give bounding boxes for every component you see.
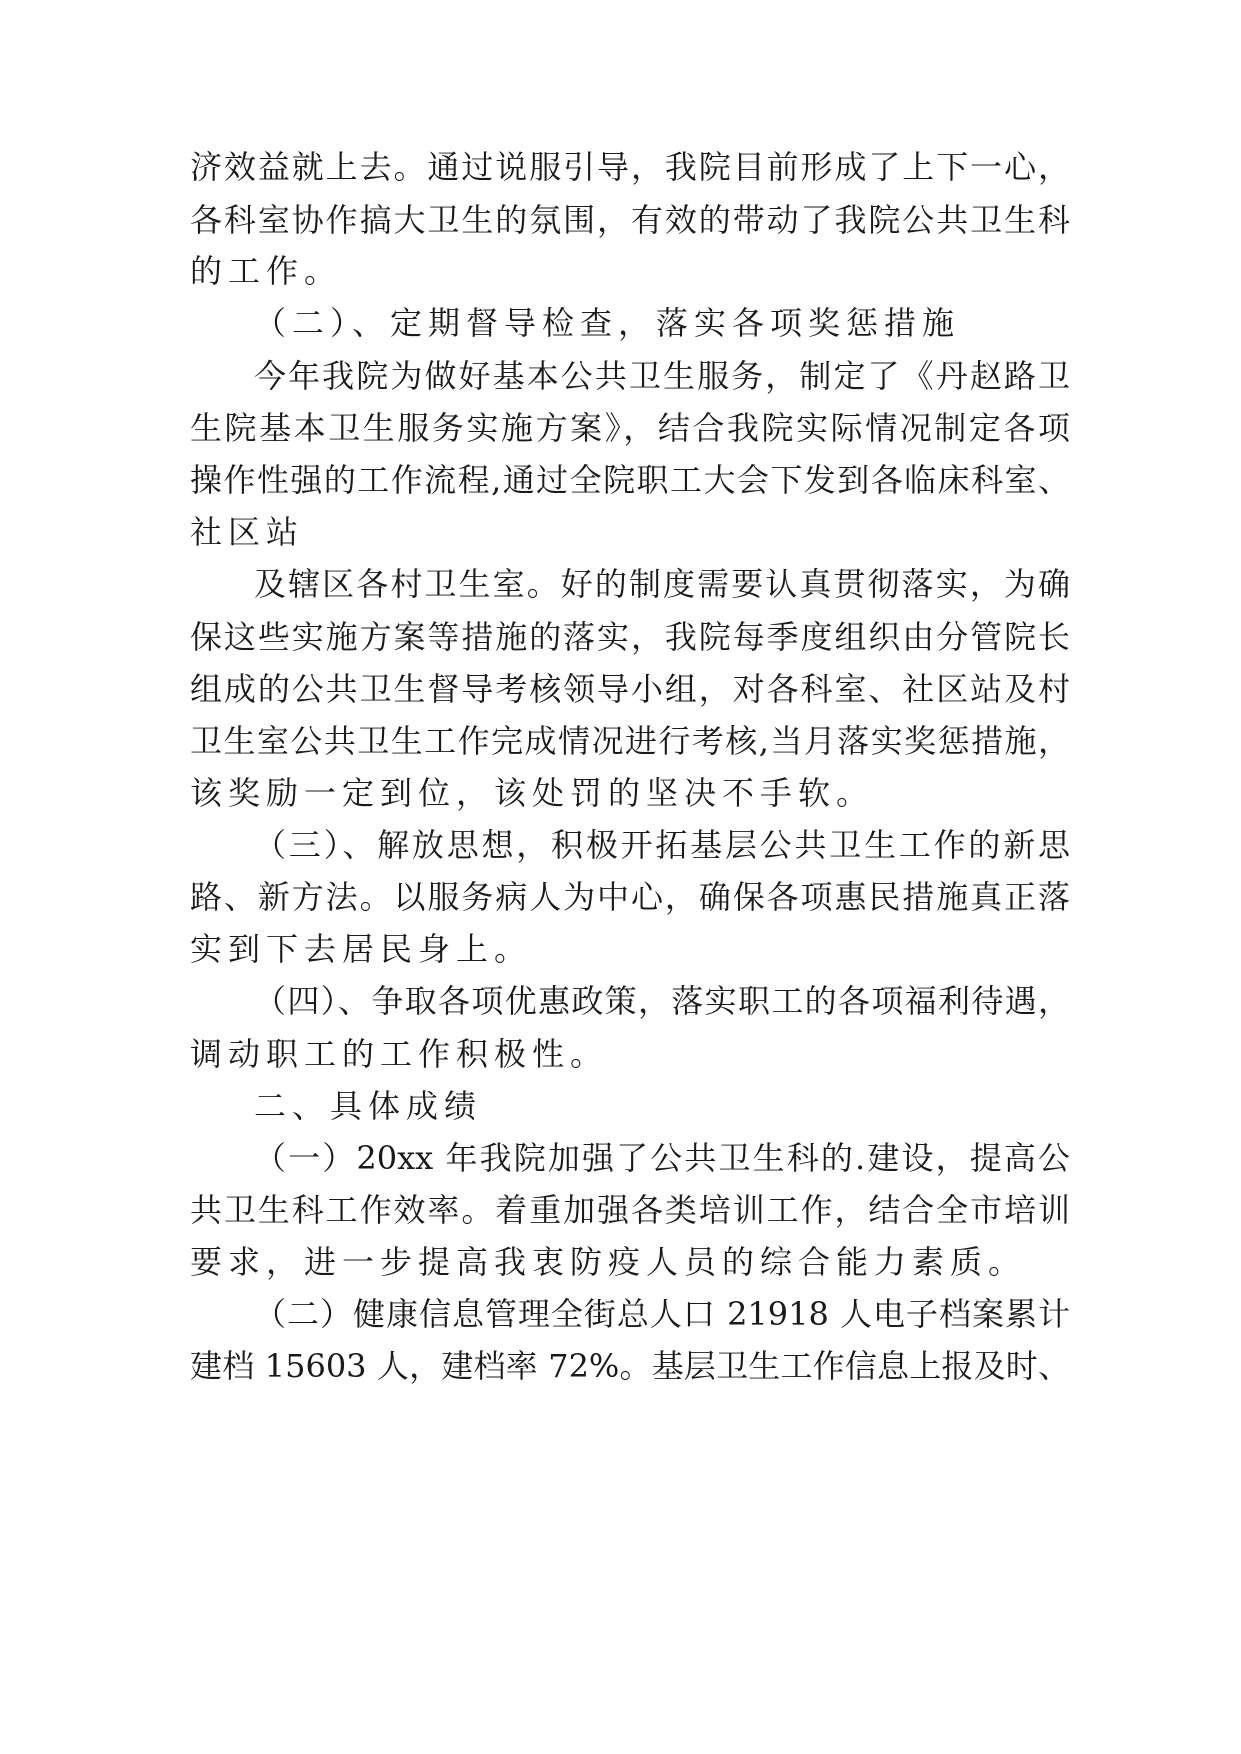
text-line: 共卫生科工作效率。着重加强各类培训工作，结合全市培训 — [190, 1191, 1070, 1229]
text-line: 的工作。 — [190, 252, 343, 290]
text-line: 及辖区各村卫生室。好的制度需要认真贯彻落实，为确 — [254, 565, 1070, 603]
text-line: 组成的公共卫生督导考核领导小组，对各科室、社区站及村 — [190, 670, 1070, 708]
text-line: （一）20xx 年我院加强了公共卫生科的.建设，提高公 — [254, 1139, 1070, 1177]
text-line: 卫生室公共卫生工作完成情况进行考核,当月落实奖惩措施， — [190, 722, 1070, 760]
text-line: 济效益就上去。通过说服引导，我院目前形成了上下一心， — [190, 148, 1070, 186]
section-heading: （四）、争取各项优惠政策，落实职工的各项福利待遇， — [254, 982, 1070, 1020]
section-heading: （三）、解放思想，积极开拓基层公共卫生工作的新思 — [254, 826, 1070, 864]
section-heading: （二）、定期督导检查，落实各项奖惩措施 — [254, 304, 961, 342]
text-line: 实到下去居民身上。 — [190, 930, 533, 968]
text-line: 生院基本卫生服务实施方案》，结合我院实际情况制定各项 — [190, 409, 1070, 447]
text-line: 今年我院为做好基本公共卫生服务，制定了《丹赵路卫 — [254, 357, 1070, 395]
text-line: 建档 15603 人，建档率 72%。基层卫生工作信息上报及时、 — [190, 1347, 1070, 1385]
text-line: 社区站 — [190, 513, 305, 551]
text-line: 路、新方法。以服务病人为中心，确保各项惠民措施真正落 — [190, 878, 1070, 916]
text-line: 各科室协作搞大卫生的氛围，有效的带动了我院公共卫生科 — [190, 201, 1070, 239]
text-line: （二）健康信息管理全街总人口 21918 人电子档案累计 — [254, 1295, 1070, 1333]
text-line: 要求，进一步提高我衷防疫人员的综合能力素质。 — [190, 1243, 1027, 1281]
text-line: 保这些实施方案等措施的落实，我院每季度组织由分管院长 — [190, 618, 1070, 656]
text-line: 该奖励一定到位，该处罚的坚决不手软。 — [190, 774, 875, 812]
section-heading: 二、具体成绩 — [254, 1087, 483, 1125]
text-line: 操作性强的工作流程,通过全院职工大会下发到各临床科室、 — [190, 461, 1070, 499]
text-line: 调动职工的工作积极性。 — [190, 1035, 609, 1073]
